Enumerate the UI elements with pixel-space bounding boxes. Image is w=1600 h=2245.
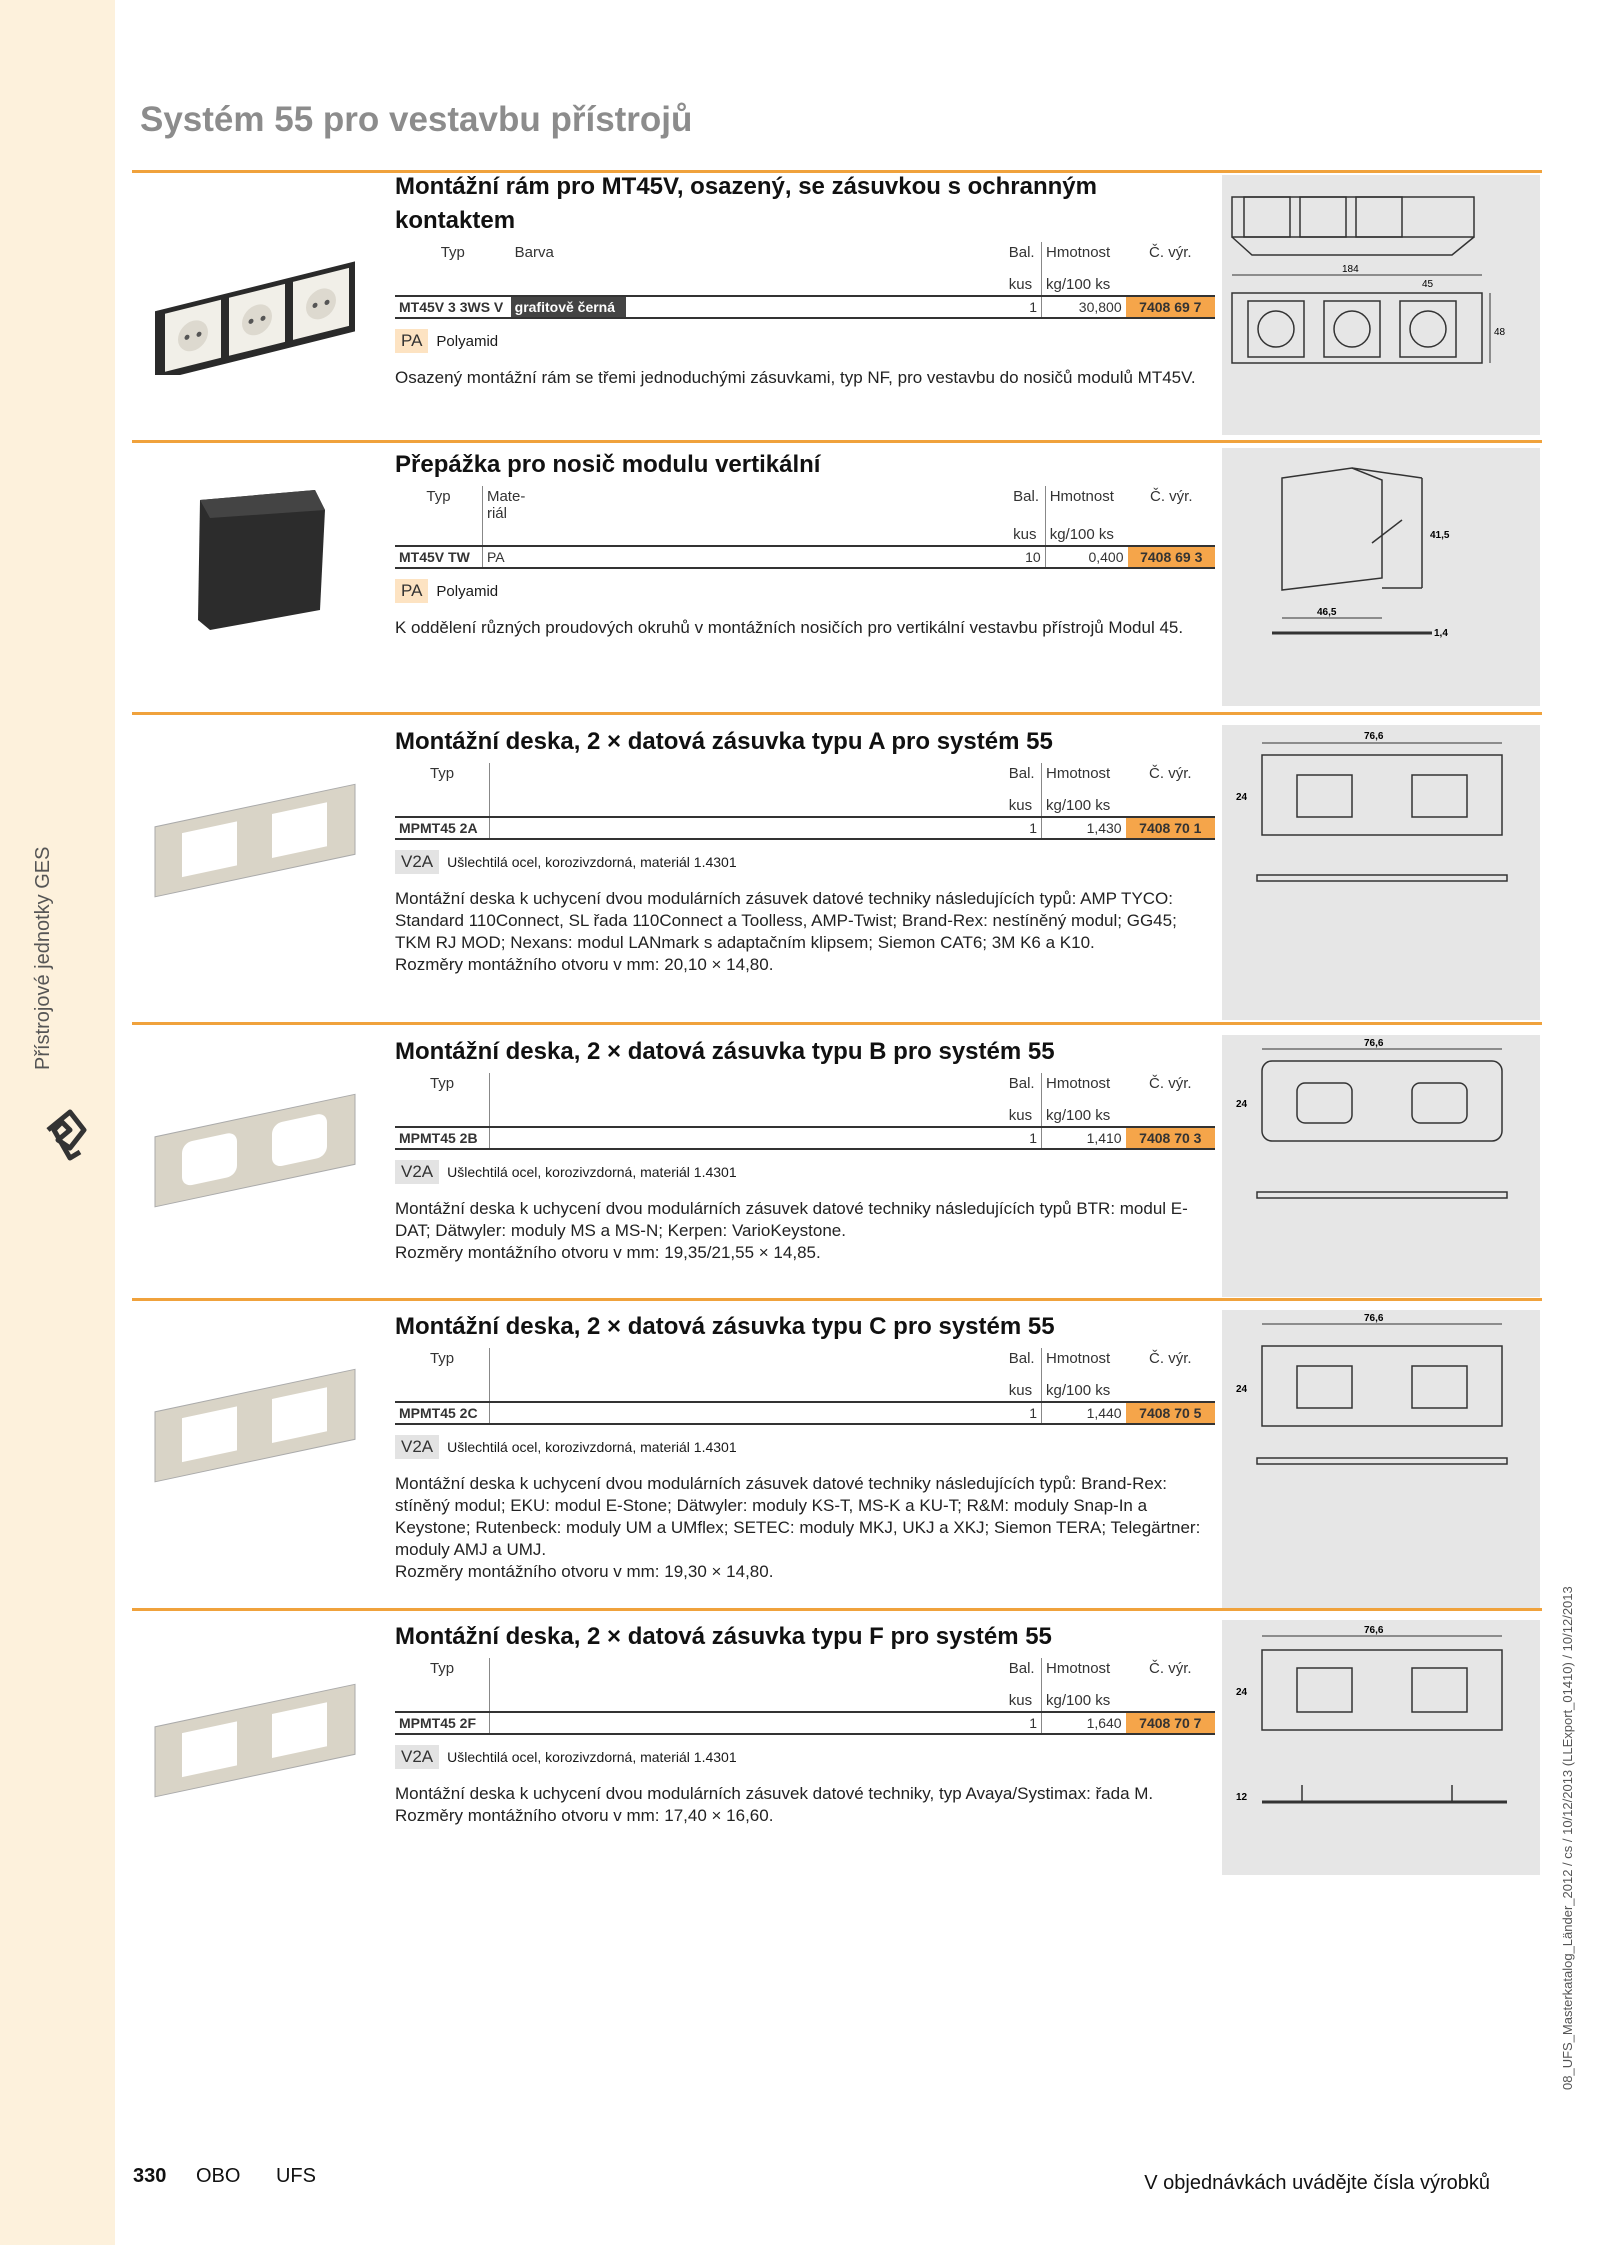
material-line [395,329,1215,353]
col-typ: Typ [429,1075,455,1092]
unit-kus: kus [1008,1692,1033,1709]
col-hmotnost: Hmotnost [1042,763,1126,795]
material-badge: V2A [395,1160,439,1184]
order-number: 7408 69 3 [1128,546,1216,568]
unit-kg: kg/100 ks [1042,795,1126,817]
product-description: Montážní deska k uchycení dvou modulárních zásuvek datové techniky následujících typů: Brand-Rex: stíněný modul; EKU: modul E-Stone; Dätwyler: moduly KS-T, MS-K a KU-T; R&M: moduly Snap-In a Keystone; Rutenbeck: moduly UM a UMflex; SETEC: moduly MKJ, UKJ a XKJ; Siemon TERA; Telegärtner: moduly AMJ a UMJ. [395,1474,1201,1559]
technical-drawing-4 [1222,1035,1540,1297]
product-code: MPMT45 2A [395,817,490,839]
opening-dimensions: Rozměry montážního otvoru v mm: 17,40 × 16,60. [395,1806,774,1825]
technical-drawing-1 [1222,175,1540,435]
order-number: 7408 70 5 [1126,1402,1215,1424]
col-bal: Bal. [1008,1075,1035,1092]
unit-kg: kg/100 ks [1042,274,1126,296]
product-image-plate-c [140,1365,370,1485]
section-divider [132,1022,1542,1025]
product-image-frame-sockets [140,245,370,375]
material-line [395,850,1215,874]
material-label: Polyamid [436,582,499,600]
material-label: Ušlechtilá ocel, korozivzdorná, materiál 1.4301 [447,854,737,870]
weight-value: 30,800 [1042,296,1126,318]
pack-qty: 1 [1005,1712,1042,1734]
product-code: MT45V TW [395,546,482,568]
unit-kg: kg/100 ks [1042,1690,1126,1712]
page-number: 330 [133,2165,167,2187]
spec-table [395,1658,1215,1735]
col-cislo: Č. výr. [1149,1660,1192,1677]
material-badge: V2A [395,1435,439,1459]
product-image-partition [140,490,370,630]
product-description: K oddělení různých proudových okruhů v montážních nosičích pro vertikální vestavbu přístrojů Modul 45. [395,618,1184,637]
col-cislo: Č. výr. [1149,1350,1192,1367]
spec-table [395,1073,1215,1150]
color-value: grafitově černá [511,296,627,318]
product-section-3 [395,725,1215,976]
order-number: 7408 69 7 [1126,296,1215,318]
side-label: Přístrojové jednotky GES [32,846,54,1070]
col-cislo: Č. výr. [1149,488,1193,505]
col-cislo: Č. výr. [1149,244,1192,261]
col-barva: Barva [514,244,554,261]
product-code: MPMT45 2F [395,1712,490,1734]
material-line [395,1745,1215,1769]
dim-height: 24 [1236,1384,1248,1395]
product-code: MPMT45 2C [395,1402,490,1424]
weight-value: 1,410 [1042,1127,1126,1149]
col-bal: Bal. [1008,1350,1035,1367]
product-code: MPMT45 2B [395,1127,490,1149]
weight-value: 1,430 [1042,817,1126,839]
pack-qty: 1 [1005,296,1042,318]
dim-width: 46,5 [1317,607,1337,618]
pack-qty: 1 [1005,1402,1042,1424]
unit-kg: kg/100 ks [1045,524,1127,546]
section-title: Přepážka pro nosič modulu vertikální [395,451,821,478]
obo-logo-icon [40,1100,90,1180]
material-badge: V2A [395,1745,439,1769]
material-label: Ušlechtilá ocel, korozivzdorná, materiál 1.4301 [447,1749,737,1765]
document-meta: 08_UFS_Masterkatalog_Länder_2012 / cs / 10/12/2013 (LLExport_01410) / 10/12/2013 [1560,1586,1575,2090]
col-hmotnost: Hmotnost [1042,1658,1126,1690]
col-hmotnost: Hmotnost [1045,486,1127,524]
section-divider [132,440,1542,443]
section-divider [132,712,1542,715]
dim-flange: 12 [1236,1792,1248,1803]
page-title: Systém 55 pro vestavbu přístrojů [140,100,693,139]
col-typ: Typ [429,765,455,782]
unit-kus: kus [1008,1382,1033,1399]
dim-width: 76,6 [1364,731,1384,742]
product-section-1 [395,170,1215,389]
product-section-5 [395,1310,1215,1583]
brand-name: OBO [195,2165,241,2187]
col-bal: Bal. [1008,1660,1035,1677]
product-image-plate-f [140,1680,370,1800]
product-section-4 [395,1035,1215,1264]
dim-module: 45 [1422,279,1434,290]
col-cislo: Č. výr. [1149,765,1192,782]
opening-dimensions: Rozměry montážního otvoru v mm: 20,10 × 14,80. [395,955,774,974]
footer-note: V objednávkách uvádějte čísla výrobků [1144,2172,1490,2194]
col-hmotnost: Hmotnost [1042,1073,1126,1105]
dim-width: 76,6 [1364,1625,1384,1636]
col-bal: Bal. [1008,765,1035,782]
product-section-6 [395,1620,1215,1827]
material-line [395,1435,1215,1459]
pack-qty: 1 [1005,1127,1042,1149]
material-value: PA [482,546,530,568]
spec-table [395,1348,1215,1425]
dim-width: 76,6 [1364,1313,1384,1324]
product-code: MT45V 3 3WS V [395,296,511,318]
opening-dimensions: Rozměry montážního otvoru v mm: 19,35/21,55 × 14,85. [395,1243,821,1262]
order-number: 7408 70 3 [1126,1127,1215,1149]
spec-table [395,242,1215,319]
pack-qty: 1 [1005,817,1042,839]
material-badge: PA [395,329,428,353]
dim-width: 76,6 [1364,1038,1384,1049]
col-typ: Typ [429,1350,455,1367]
section-divider [132,1298,1542,1301]
unit-kus: kus [1008,797,1033,814]
technical-drawing-3 [1222,725,1540,1020]
product-description: Montážní deska k uchycení dvou modulárních zásuvek datové techniky následujících typů: AMP TYCO: Standard 110Connect, SL řada 110Connect a Toolless, AMP-Twist; Brand-Rex: nestíněný modul; GG45; TKM RJ MOD; Nexans: modul LANmark s adaptačním klipsem; Siemon CAT6; 3M K6 a K10. [395,889,1177,952]
material-badge: PA [395,579,428,603]
product-description: Osazený montážní rám se třemi jednoduchými zásuvkami, typ NF, pro vestavbu do nosičů modulů MT45V. [395,368,1196,387]
col-bal: Bal. [1008,244,1035,261]
material-label: Polyamid [436,332,499,350]
spec-table [395,763,1215,840]
unit-kus: kus [1013,526,1037,543]
col-typ: Typ [426,488,451,505]
dim-height: 24 [1236,1687,1248,1698]
product-image-plate-a [140,780,370,900]
section-divider [132,1608,1542,1611]
pack-qty: 10 [1009,546,1045,568]
product-description: Montážní deska k uchycení dvou modulárních zásuvek datové techniky, typ Avaya/Systimax: řada M. [395,1784,1154,1803]
product-section-2 [395,448,1215,639]
unit-kg: kg/100 ks [1042,1380,1126,1402]
unit-kus: kus [1008,276,1033,293]
section-title: Montážní rám pro MT45V, osazený, se zásuvkou s ochranným kontaktem [395,173,1097,234]
section-title: Montážní deska, 2 × datová zásuvka typu B pro systém 55 [395,1038,1055,1065]
weight-value: 1,440 [1042,1402,1126,1424]
order-number: 7408 70 7 [1126,1712,1215,1734]
col-material: Mate-riál [482,486,530,524]
order-number: 7408 70 1 [1126,817,1215,839]
spec-table [395,486,1215,569]
section-title: Montážní deska, 2 × datová zásuvka typu C pro systém 55 [395,1313,1055,1340]
dim-height: 24 [1236,1099,1248,1110]
section-title: Montážní deska, 2 × datová zásuvka typu F pro systém 55 [395,1623,1052,1650]
technical-drawing-6 [1222,1620,1540,1875]
product-description: Montážní deska k uchycení dvou modulárních zásuvek datové techniky následujících typů BTR: modul E-DAT; Dätwyler: moduly MS a MS-N; Kerpen: VarioKeystone. [395,1199,1188,1240]
col-bal: Bal. [1013,488,1040,505]
col-hmotnost: Hmotnost [1042,242,1126,274]
material-label: Ušlechtilá ocel, korozivzdorná, materiál 1.4301 [447,1164,737,1180]
material-line [395,1160,1215,1184]
opening-dimensions: Rozměry montážního otvoru v mm: 19,30 × 14,80. [395,1562,774,1581]
product-image-plate-b [140,1090,370,1210]
col-typ: Typ [440,244,465,261]
brand-sub: UFS [275,2165,316,2187]
dim-thickness: 1,4 [1434,628,1448,639]
technical-drawing-5 [1222,1310,1540,1610]
col-cislo: Č. výr. [1149,1075,1192,1092]
technical-drawing-2 [1222,448,1540,706]
section-title: Montážní deska, 2 × datová zásuvka typu A pro systém 55 [395,728,1053,755]
weight-value: 0,400 [1045,546,1127,568]
dim-height: 41,5 [1430,530,1450,541]
material-line [395,579,1215,603]
col-typ: Typ [429,1660,455,1677]
material-label: Ušlechtilá ocel, korozivzdorná, materiál 1.4301 [447,1439,737,1455]
dim-height: 48 [1494,327,1506,338]
unit-kg: kg/100 ks [1042,1105,1126,1127]
col-hmotnost: Hmotnost [1042,1348,1126,1380]
footer-left [133,2165,346,2188]
material-badge: V2A [395,850,439,874]
unit-kus: kus [1008,1107,1033,1124]
dim-width: 184 [1342,264,1359,275]
weight-value: 1,640 [1042,1712,1126,1734]
dim-height: 24 [1236,792,1248,803]
